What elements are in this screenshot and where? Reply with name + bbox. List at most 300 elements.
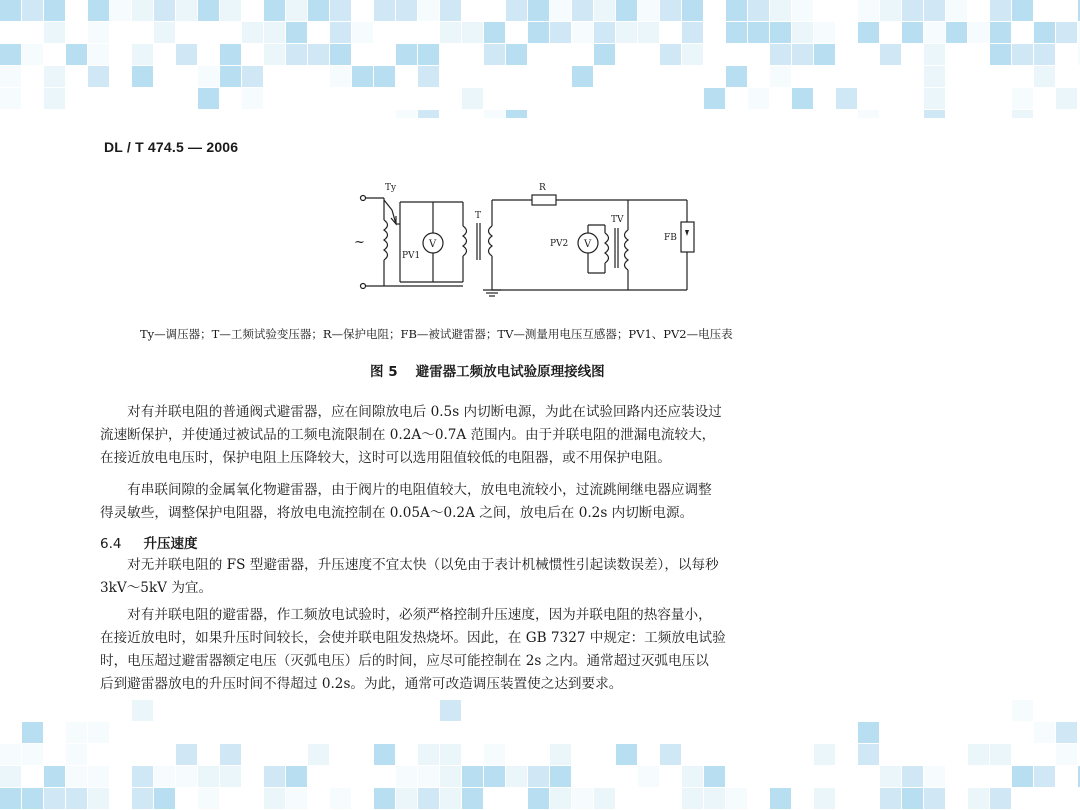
mosaic-tile — [770, 788, 791, 809]
mosaic-tile — [484, 110, 505, 118]
mosaic-tile — [968, 0, 989, 21]
mosaic-tile — [176, 0, 197, 21]
mosaic-tile — [220, 44, 241, 65]
mosaic-tile — [198, 88, 219, 109]
mosaic-tile — [440, 744, 461, 765]
mosaic-tile — [572, 22, 593, 43]
figure-title: 避雷器工频放电试验原理接线图 — [415, 364, 605, 380]
mosaic-tile — [1056, 0, 1077, 21]
mosaic-tile — [924, 766, 945, 787]
label-pv2: PV2 — [550, 239, 569, 249]
mosaic-tile — [374, 744, 395, 765]
mosaic-tile — [616, 22, 637, 43]
mosaic-tile — [990, 788, 1011, 809]
paragraph-3 — [100, 554, 960, 600]
mosaic-tile — [814, 0, 835, 21]
mosaic-tile — [638, 766, 659, 787]
figure-caption — [370, 360, 605, 380]
mosaic-tile — [264, 0, 285, 21]
section-number: 6.4 — [100, 536, 122, 552]
mosaic-tile — [132, 700, 153, 721]
mosaic-tile — [396, 44, 417, 65]
mosaic-tile — [528, 0, 549, 21]
mosaic-tile — [550, 744, 571, 765]
mosaic-tile — [66, 766, 87, 787]
mosaic-tile — [638, 0, 659, 21]
figure-legend: Ty—调压器；T—工频试验变压器；R—保护电阻；FB—被试避雷器；TV—测量用电压互感器；PV1、PV2—电压表 — [140, 327, 733, 341]
mosaic-tile — [22, 22, 43, 43]
mosaic-tile — [352, 44, 373, 65]
mosaic-tile — [110, 0, 131, 21]
mosaic-tile — [352, 0, 373, 21]
mosaic-tile — [44, 788, 65, 809]
mosaic-tile — [1012, 0, 1033, 21]
mosaic-tile — [220, 0, 241, 21]
mosaic-tile — [418, 0, 439, 21]
mosaic-tile — [792, 88, 813, 109]
mosaic-tile — [330, 66, 351, 87]
mosaic-tile — [704, 0, 725, 21]
mosaic-tile — [440, 22, 461, 43]
mosaic-tile — [44, 88, 65, 109]
mosaic-tile — [484, 44, 505, 65]
transformer-primary — [463, 226, 467, 256]
mosaic-tile — [616, 44, 637, 65]
paragraph-line: 有串联间隙的金属氧化物避雷器，由于阀片的电阻值较大，放电电流较小，过流跳闸继电器应调整 — [100, 482, 712, 498]
mosaic-tile — [44, 766, 65, 787]
mosaic-tile — [946, 22, 967, 43]
regulator-coil — [384, 220, 388, 260]
mosaic-tile — [594, 766, 615, 787]
mosaic-tile — [902, 44, 923, 65]
mosaic-tile — [902, 22, 923, 43]
mosaic-tile — [1056, 88, 1077, 109]
mosaic-tile — [154, 22, 175, 43]
mosaic-tile — [858, 44, 879, 65]
mosaic-tile — [242, 0, 263, 21]
label-tv: TV — [611, 215, 624, 225]
paragraph-line: 对无并联电阻的 FS 型避雷器，升压速度不宜太快（以免由于表计机械惯性引起读数误差），以每秒 — [100, 557, 719, 573]
mosaic-tile — [792, 22, 813, 43]
mosaic-tile — [176, 766, 197, 787]
mosaic-tile — [440, 0, 461, 21]
label-pv1: PV1 — [402, 251, 421, 261]
mosaic-tile — [770, 44, 791, 65]
mosaic-tile — [726, 788, 747, 809]
mosaic-tile — [198, 766, 219, 787]
mosaic-tile — [594, 788, 615, 809]
mosaic-tile — [308, 0, 329, 21]
mosaic-tile — [660, 788, 681, 809]
mosaic-tile — [374, 788, 395, 809]
mosaic-tile — [286, 788, 307, 809]
mosaic-tile — [462, 0, 483, 21]
paragraph-line: 对有并联电阻的避雷器，作工频放电试验时，必须严格控制升压速度，因为并联电阻的热容量小， — [100, 607, 712, 623]
mosaic-tile — [506, 766, 527, 787]
mosaic-tile — [132, 66, 153, 87]
mosaic-tile — [440, 788, 461, 809]
mosaic-tile — [792, 0, 813, 21]
mosaic-tile — [814, 44, 835, 65]
mosaic-tile — [418, 110, 439, 118]
mosaic-tile — [858, 22, 879, 43]
mosaic-tile — [220, 66, 241, 87]
mosaic-tile — [748, 0, 769, 21]
mosaic-tile — [638, 22, 659, 43]
mosaic-tile — [814, 22, 835, 43]
mosaic-tile — [990, 44, 1011, 65]
mosaic-tile — [198, 788, 219, 809]
mosaic-tile — [462, 22, 483, 43]
mosaic-tile — [704, 788, 725, 809]
mosaic-tile — [88, 0, 109, 21]
mosaic-tile — [858, 0, 879, 21]
mosaic-tile — [22, 788, 43, 809]
mosaic-tile — [484, 788, 505, 809]
paragraph-line: 在接近放电电压时，保护电阻上压降较大，这时可以选用阻值较低的电阻器，或不用保护电阻。 — [100, 450, 671, 466]
mosaic-tile — [880, 22, 901, 43]
mosaic-tile — [1012, 44, 1033, 65]
mosaic-tile — [352, 22, 373, 43]
mosaic-tile — [88, 744, 109, 765]
mosaic-tile — [1012, 110, 1033, 118]
mosaic-tile — [132, 766, 153, 787]
mosaic-tile — [1056, 744, 1077, 765]
input-terminal-bottom — [361, 284, 366, 289]
mosaic-tile — [1056, 22, 1077, 43]
mosaic-tile — [682, 700, 703, 721]
mosaic-tile — [176, 744, 197, 765]
mosaic-tile — [242, 88, 263, 109]
mosaic-tile — [726, 766, 747, 787]
mosaic-tile — [88, 722, 109, 743]
mosaic-tile — [528, 766, 549, 787]
mosaic-tile — [0, 88, 21, 109]
mosaic-tile — [858, 788, 879, 809]
mosaic-tile — [110, 22, 131, 43]
mosaic-tile — [572, 66, 593, 87]
mosaic-tile — [902, 788, 923, 809]
mosaic-tile — [418, 44, 439, 65]
mosaic-tile — [1034, 722, 1055, 743]
mosaic-tile — [858, 722, 879, 743]
mosaic-tile — [418, 66, 439, 87]
mosaic-tile — [660, 0, 681, 21]
mosaic-tile — [506, 44, 527, 65]
mosaic-tile — [1012, 700, 1033, 721]
mosaic-tile — [748, 766, 769, 787]
label-ty: Ty — [385, 183, 397, 193]
mosaic-tile — [924, 110, 945, 118]
mosaic-tile — [264, 22, 285, 43]
mosaic-tile — [242, 22, 263, 43]
mosaic-tile — [0, 744, 21, 765]
mosaic-tile — [1012, 66, 1033, 87]
mosaic-tile — [1012, 766, 1033, 787]
paragraph-4 — [100, 604, 960, 696]
mosaic-tile — [220, 22, 241, 43]
mosaic-tile — [660, 744, 681, 765]
mosaic-tile — [814, 744, 835, 765]
mosaic-tile — [352, 66, 373, 87]
mosaic-tile — [154, 0, 175, 21]
mosaic-tile — [990, 22, 1011, 43]
mosaic-tile — [858, 110, 879, 118]
mosaic-tile — [462, 766, 483, 787]
mosaic-tile — [330, 22, 351, 43]
mosaic-tile — [88, 766, 109, 787]
mosaic-tile — [286, 44, 307, 65]
mosaic-tile — [924, 0, 945, 21]
mosaic-tile — [22, 744, 43, 765]
mosaic-tile — [132, 788, 153, 809]
mosaic-tile — [660, 44, 681, 65]
mosaic-tile — [1034, 0, 1055, 21]
mosaic-tile — [484, 766, 505, 787]
mosaic-tile — [946, 788, 967, 809]
mosaic-tile — [902, 766, 923, 787]
mosaic-tile — [66, 722, 87, 743]
mosaic-tile — [550, 66, 571, 87]
mosaic-tile — [220, 744, 241, 765]
mosaic-tile — [22, 0, 43, 21]
mosaic-tile — [968, 744, 989, 765]
pv2-meter-symbol: V — [584, 239, 592, 250]
mosaic-tile — [462, 88, 483, 109]
mosaic-tile — [176, 722, 197, 743]
mosaic-tile — [704, 766, 725, 787]
mosaic-tile — [176, 44, 197, 65]
mosaic-tile — [1056, 722, 1077, 743]
mosaic-tile — [0, 788, 21, 809]
mosaic-tile — [572, 788, 593, 809]
mosaic-tile — [682, 22, 703, 43]
label-fb: FB — [664, 233, 677, 243]
mosaic-tile — [154, 766, 175, 787]
mosaic-tile — [0, 44, 21, 65]
voltage-transformer-secondary — [605, 233, 609, 263]
mosaic-tile — [902, 0, 923, 21]
mosaic-tile — [880, 44, 901, 65]
paragraph-1 — [100, 401, 960, 470]
mosaic-tile — [836, 88, 857, 109]
mosaic-tile — [528, 22, 549, 43]
mosaic-tile — [352, 744, 373, 765]
section-heading — [100, 532, 197, 552]
paragraph-line: 后到避雷器放电的升压时间不得超过 0.2s。为此，通常可改造调压装置使之达到要求。 — [100, 676, 623, 692]
mosaic-tile — [528, 788, 549, 809]
mosaic-tile — [594, 22, 615, 43]
mosaic-tile — [616, 788, 637, 809]
figure-number: 图 5 — [370, 364, 398, 380]
bottom-mosaic-decoration — [0, 700, 1080, 810]
mosaic-tile — [220, 766, 241, 787]
mosaic-tile — [66, 44, 87, 65]
mosaic-tile — [396, 766, 417, 787]
mosaic-tile — [616, 766, 637, 787]
mosaic-tile — [792, 44, 813, 65]
mosaic-tile — [44, 22, 65, 43]
mosaic-tile — [550, 0, 571, 21]
mosaic-tile — [748, 22, 769, 43]
mosaic-tile — [330, 788, 351, 809]
label-r: R — [539, 183, 546, 193]
mosaic-tile — [286, 0, 307, 21]
mosaic-tile — [154, 788, 175, 809]
mosaic-tile — [880, 766, 901, 787]
mosaic-tile — [286, 766, 307, 787]
mosaic-tile — [132, 44, 153, 65]
mosaic-tile — [462, 788, 483, 809]
mosaic-tile — [374, 0, 395, 21]
mosaic-tile — [242, 788, 263, 809]
transformer-secondary — [489, 226, 493, 256]
paragraph-2 — [100, 479, 960, 525]
mosaic-tile — [1034, 66, 1055, 87]
mosaic-tile — [374, 66, 395, 87]
section-title: 升压速度 — [143, 536, 198, 552]
label-t: T — [475, 211, 482, 221]
mosaic-tile — [924, 22, 945, 43]
mosaic-tile — [418, 766, 439, 787]
paragraph-line: 时，电压超过避雷器额定电压（灭弧电压）后的时间，应尽可能控制在 2s 之内。通常超过灭弧电压以 — [100, 653, 709, 669]
mosaic-tile — [66, 744, 87, 765]
mosaic-tile — [44, 66, 65, 87]
arrester-arrow-icon — [685, 230, 689, 236]
mosaic-tile — [550, 22, 571, 43]
mosaic-tile — [1056, 788, 1077, 809]
mosaic-tile — [770, 0, 791, 21]
mosaic-tile — [990, 744, 1011, 765]
mosaic-tile — [836, 22, 857, 43]
paragraph-line: 对有并联电阻的普通阀式避雷器，应在间隙放电后 0.5s 内切断电源，为此在试验回路内还应装设过 — [100, 404, 722, 420]
mosaic-tile — [704, 88, 725, 109]
mosaic-tile — [594, 0, 615, 21]
mosaic-tile — [902, 744, 923, 765]
mosaic-tile — [1034, 766, 1055, 787]
mosaic-tile — [946, 0, 967, 21]
paragraph-line: 得灵敏些，调整保护电阻器，将放电电流控制在 0.05A～0.2A 之间，放电后在 0.2s 内切断电源。 — [100, 505, 694, 521]
mosaic-tile — [154, 744, 175, 765]
voltage-transformer-primary — [625, 230, 629, 270]
mosaic-tile — [44, 0, 65, 21]
mosaic-tile — [682, 0, 703, 21]
arrester-fb — [681, 222, 694, 252]
mosaic-tile — [308, 44, 329, 65]
mosaic-tile — [286, 22, 307, 43]
mosaic-tile — [484, 22, 505, 43]
mosaic-tile — [836, 0, 857, 21]
paragraph-line: 流速断保护，并使通过被试品的工频电流限制在 0.2A～0.7A 范围内。由于并联电阻的泄漏电流较大， — [100, 427, 716, 443]
mosaic-tile — [858, 744, 879, 765]
mosaic-tile — [792, 788, 813, 809]
mosaic-tile — [968, 788, 989, 809]
paragraph-line: 3kV～5kV 为宜。 — [100, 580, 213, 596]
mosaic-tile — [968, 22, 989, 43]
mosaic-tile — [484, 744, 505, 765]
mosaic-tile — [88, 66, 109, 87]
mosaic-tile — [726, 66, 747, 87]
mosaic-tile — [418, 788, 439, 809]
mosaic-tile — [264, 44, 285, 65]
mosaic-tile — [22, 722, 43, 743]
mosaic-tile — [1034, 44, 1055, 65]
mosaic-tile — [66, 0, 87, 21]
mosaic-tile — [792, 766, 813, 787]
mosaic-tile — [0, 66, 21, 87]
mosaic-tile — [66, 788, 87, 809]
document-code: DL / T 474.5 — 2006 — [104, 139, 239, 155]
mosaic-tile — [1012, 88, 1033, 109]
mosaic-tile — [396, 788, 417, 809]
ac-source-symbol: ~ — [354, 235, 365, 250]
circuit-diagram — [340, 178, 720, 313]
mosaic-tile — [440, 766, 461, 787]
mosaic-tile — [990, 0, 1011, 21]
resistor-r — [532, 195, 556, 205]
mosaic-tile — [264, 788, 285, 809]
mosaic-tile — [242, 66, 263, 87]
mosaic-tile — [880, 0, 901, 21]
mosaic-tile — [22, 44, 43, 65]
mosaic-tile — [506, 110, 527, 118]
mosaic-tile — [1034, 22, 1055, 43]
mosaic-tile — [726, 0, 747, 21]
mosaic-tile — [616, 744, 637, 765]
mosaic-tile — [726, 22, 747, 43]
mosaic-tile — [264, 766, 285, 787]
mosaic-tile — [418, 744, 439, 765]
paragraph-line: 在接近放电时，如果升压时间较长，会使并联电阻发热烧坏。因此，在 GB 7327 中规定：工频放电试验 — [100, 630, 726, 646]
mosaic-tile — [770, 22, 791, 43]
mosaic-tile — [0, 0, 21, 21]
mosaic-tile — [330, 44, 351, 65]
mosaic-tile — [572, 0, 593, 21]
mosaic-tile — [396, 0, 417, 21]
mosaic-tile — [308, 744, 329, 765]
mosaic-tile — [506, 0, 527, 21]
mosaic-tile — [198, 66, 219, 87]
mosaic-tile — [902, 700, 923, 721]
mosaic-tile — [352, 788, 373, 809]
input-terminal-top — [361, 196, 366, 201]
mosaic-tile — [396, 110, 417, 118]
mosaic-tile — [880, 788, 901, 809]
mosaic-tile — [814, 788, 835, 809]
mosaic-tile — [132, 22, 153, 43]
mosaic-tile — [220, 788, 241, 809]
mosaic-tile — [484, 0, 505, 21]
mosaic-tile — [0, 766, 21, 787]
mosaic-tile — [242, 744, 263, 765]
mosaic-tile — [748, 722, 769, 743]
mosaic-tile — [88, 788, 109, 809]
mosaic-tile — [924, 88, 945, 109]
mosaic-tile — [726, 44, 747, 65]
mosaic-tile — [748, 88, 769, 109]
mosaic-tile — [1034, 788, 1055, 809]
mosaic-tile — [924, 788, 945, 809]
mosaic-tile — [550, 766, 571, 787]
mosaic-tile — [594, 44, 615, 65]
mosaic-tile — [616, 0, 637, 21]
pv1-meter-symbol: V — [429, 239, 437, 250]
mosaic-tile — [682, 766, 703, 787]
mosaic-tile — [132, 0, 153, 21]
mosaic-tile — [66, 66, 87, 87]
mosaic-tile — [682, 788, 703, 809]
mosaic-tile — [682, 44, 703, 65]
